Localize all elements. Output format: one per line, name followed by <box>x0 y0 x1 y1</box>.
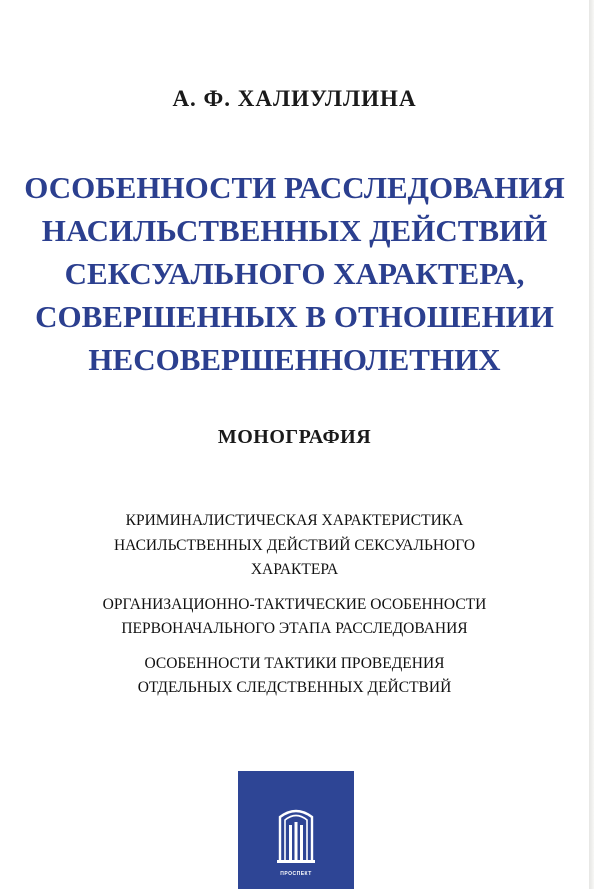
genre-label: МОНОГРАФИЯ <box>217 426 372 448</box>
topic-line: ХАРАКТЕРА <box>250 561 339 578</box>
topic-line: НАСИЛЬСТВЕННЫХ ДЕЙСТВИЙ СЕКСУАЛЬНОГО <box>113 536 476 554</box>
author-name: А. Ф. ХАЛИУЛЛИНА <box>172 86 417 111</box>
topic-item <box>20 652 569 701</box>
topic-line: ОТДЕЛЬНЫХ СЛЕДСТВЕННЫХ ДЕЙСТВИЙ <box>137 679 452 696</box>
book-title <box>20 166 569 381</box>
topic-line: ПЕРВОНАЧАЛЬНОГО ЭТАПА РАССЛЕДОВАНИЯ <box>121 620 468 637</box>
publisher-name: ПРОСПЕКТ <box>280 871 312 877</box>
publisher-logo-block <box>238 771 354 889</box>
topic-item <box>20 509 569 583</box>
title-line: СЕКСУАЛЬНОГО ХАРАКТЕРА, <box>64 256 525 291</box>
book-page-edge <box>589 0 594 889</box>
topic-line: ОРГАНИЗАЦИОННО-ТАКТИЧЕСКИЕ ОСОБЕННОСТИ <box>102 595 487 613</box>
topic-line: ОСОБЕННОСТИ ТАКТИКИ ПРОВЕДЕНИЯ <box>144 654 445 672</box>
publisher-building-icon <box>274 803 318 863</box>
topic-item <box>20 593 569 642</box>
title-line: НАСИЛЬСТВЕННЫХ ДЕЙСТВИЙ <box>41 213 548 248</box>
title-line: СОВЕРШЕННЫХ В ОТНОШЕНИИ <box>35 299 554 334</box>
topic-line: КРИМИНАЛИСТИЧЕСКАЯ ХАРАКТЕРИСТИКА <box>125 512 464 529</box>
topics-list <box>20 509 569 711</box>
title-line: НЕСОВЕРШЕННОЛЕТНИХ <box>88 342 501 377</box>
title-line: ОСОБЕННОСТИ РАССЛЕДОВАНИЯ <box>24 170 565 205</box>
